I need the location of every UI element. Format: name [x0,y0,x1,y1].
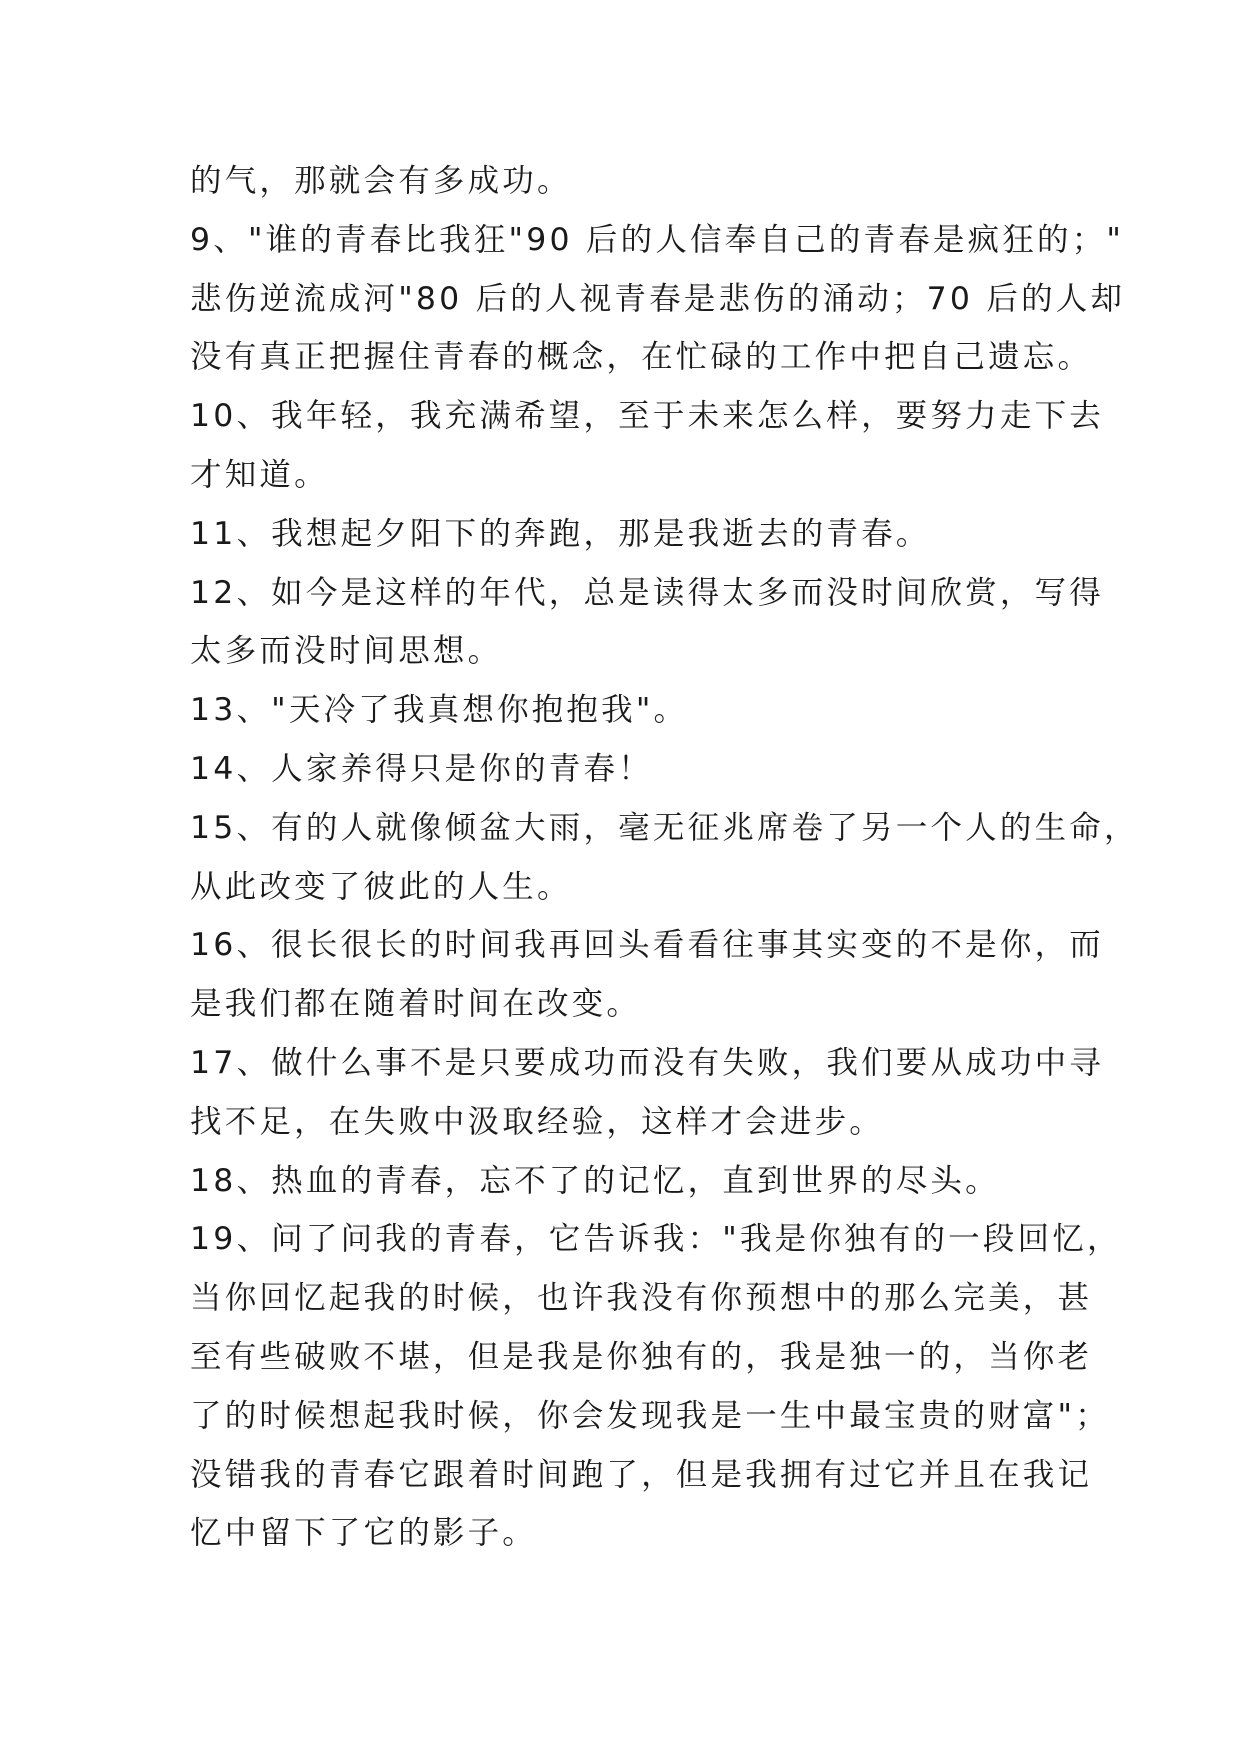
text-line: 忆中留下了它的影子。 [190,1515,538,1552]
text-line: 19、问了问我的青春，它告诉我："我是你独有的一段回忆， [190,1221,1122,1258]
text-line: 悲伤逆流成河"80 后的人视青春是悲伤的涌动；70 后的人却 [190,280,1126,317]
text-line: 9、"谁的青春比我狂"90 后的人信奉自己的青春是疯狂的；" [190,221,1125,258]
text-line: 14、人家养得只是你的青春！ [190,750,653,787]
text-line: 没错我的青春它跟着时间跑了，但是我拥有过它并且在我记 [190,1456,1093,1493]
body-text [190,152,1139,1563]
text-line: 12、如今是这样的年代，总是读得太多而没时间欣赏，写得 [190,574,1104,611]
text-line: 当你回忆起我的时候，也许我没有你预想中的那么完美，甚 [190,1280,1093,1317]
text-line: 了的时候想起我时候，你会发现我是一生中最宝贵的财富"； [190,1397,1110,1434]
text-line: 15、有的人就像倾盆大雨，毫无征兆席卷了另一个人的生命， [190,809,1139,846]
text-line: 太多而没时间思想。 [190,633,503,670]
text-line: 的气，那就会有多成功。 [190,163,572,199]
text-line: 11、我想起夕阳下的奔跑，那是我逝去的青春。 [190,515,931,552]
text-line: 从此改变了彼此的人生。 [190,868,572,905]
text-line: 13、"天冷了我真想你抱抱我"。 [190,692,689,729]
text-line: 是我们都在随着时间在改变。 [190,986,642,1023]
text-line: 才知道。 [190,456,329,493]
text-line: 17、做什么事不是只要成功而没有失败，我们要从成功中寻 [190,1044,1104,1081]
text-line: 至有些破败不堪，但是我是你独有的，我是独一的，当你老 [190,1338,1093,1375]
text-line: 10、我年轻，我充满希望，至于未来怎么样，要努力走下去 [190,398,1104,435]
text-line: 16、很长很长的时间我再回头看看往事其实变的不是你，而 [190,927,1104,964]
text-line: 找不足，在失败中汲取经验，这样才会进步。 [190,1103,885,1140]
text-line: 没有真正把握住青春的概念，在忙碌的工作中把自己遗忘。 [190,339,1093,376]
text-line: 18、热血的青春，忘不了的记忆，直到世界的尽头。 [190,1162,1000,1199]
